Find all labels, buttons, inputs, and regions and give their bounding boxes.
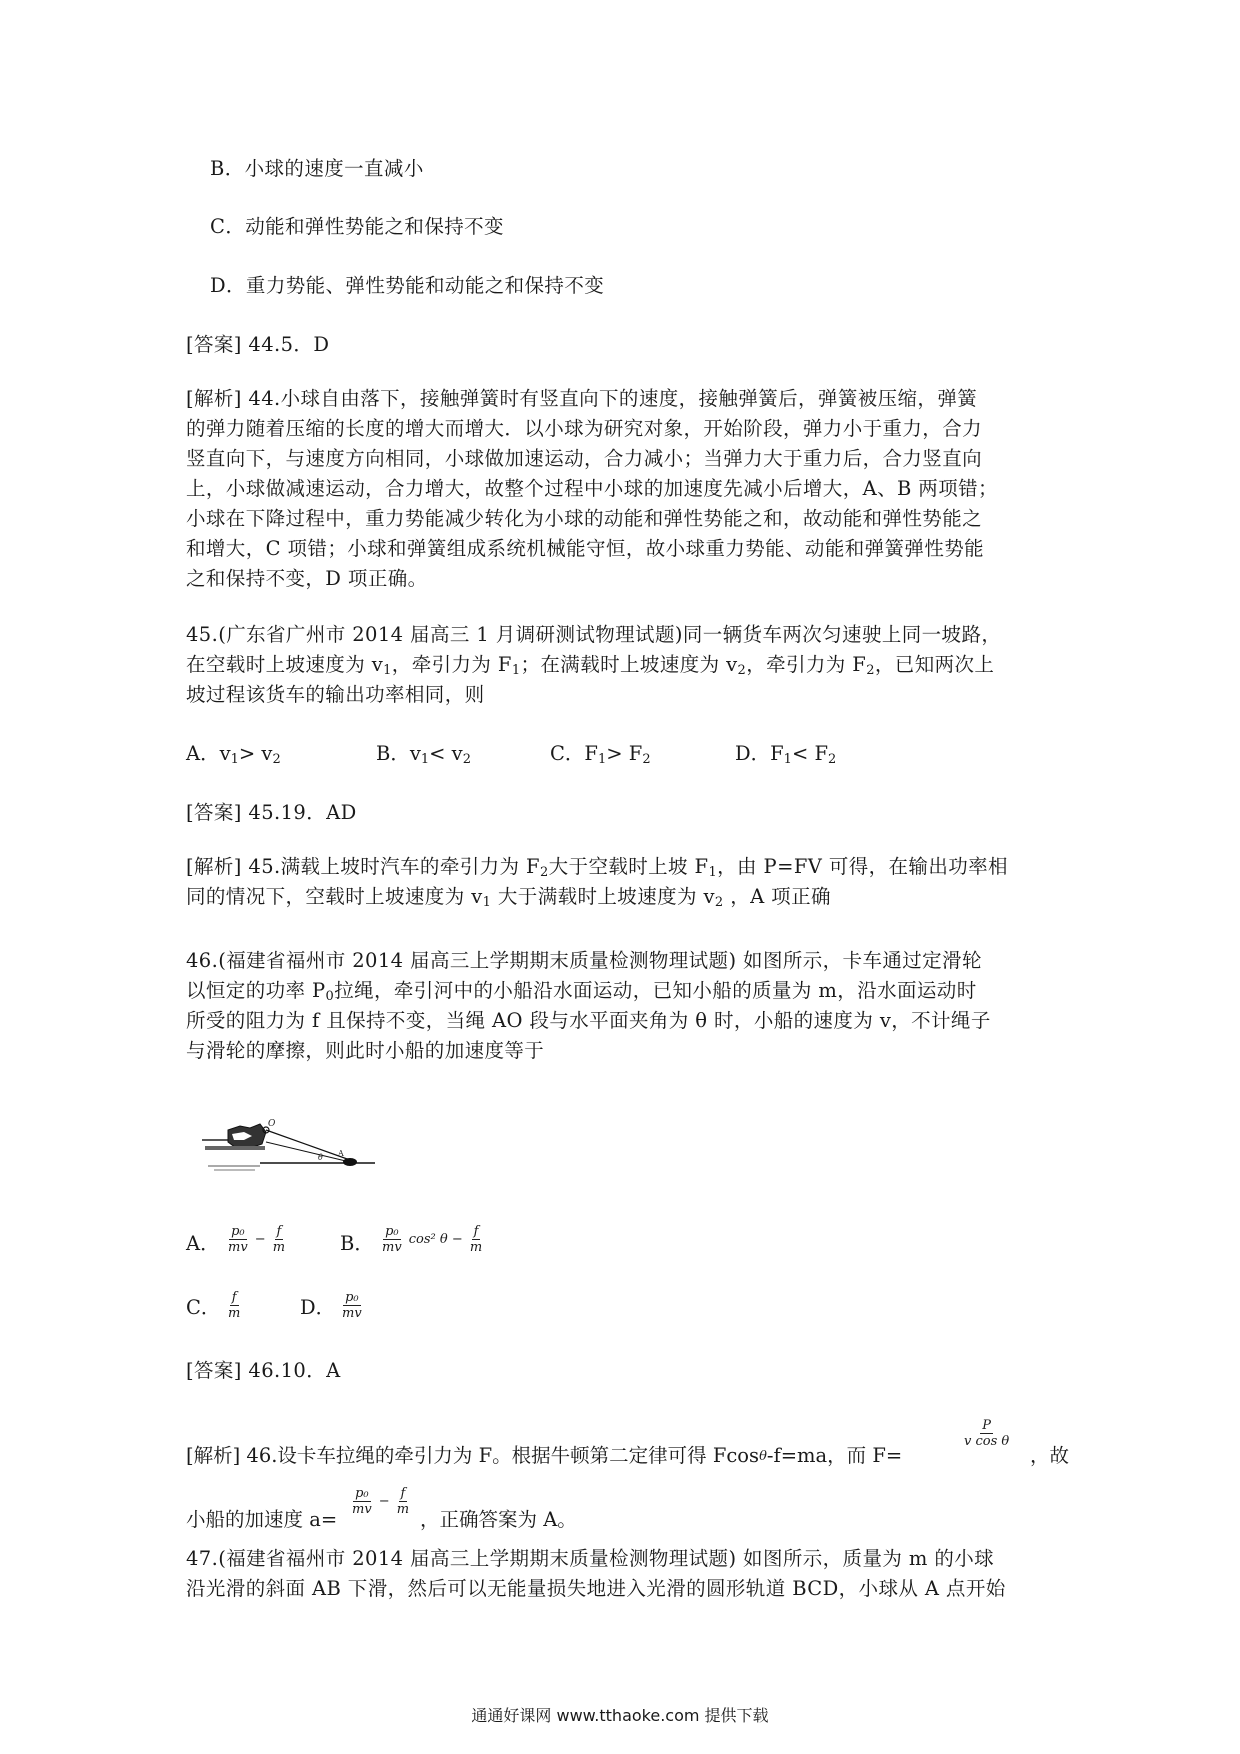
- q46-stem-line: 所受的阻力为 f 且保持不变，当绳 AO 段与水平面夹角为 θ 时，小船的速度为 v，不计绳子: [186, 1009, 991, 1032]
- q46-stem-line: 与滑轮的摩擦，则此时小船的加速度等于: [186, 1039, 545, 1062]
- fraction: $\frac{f}{m}$: [396, 1486, 410, 1517]
- q44-analysis: [186, 384, 998, 594]
- q46-stem-line: 以恒定的功率 $P_0$拉绳，牵引河中的小船沿水面运动，已知小船的质量为 m，沿水面运动时: [186, 979, 977, 1004]
- q45-stem-line: 坡过程该货车的输出功率相同，则: [186, 683, 485, 706]
- q45-analysis-line: [解析] 45.满载上坡时汽车的牵引力为 $F_2$大于空载时上坡 $F_1$，由 P=FV 可得，在输出功率相: [186, 855, 1008, 880]
- q44-analysis-line: 和增大，C 项错；小球和弹簧组成系统机械能守恒，故小球重力势能、动能和弹簧弹性势能: [186, 537, 985, 560]
- q45-stem: [186, 620, 1001, 710]
- q45-option-b: B．$v_1< v_2$: [376, 742, 471, 767]
- fraction: $\frac{f}{m}$: [228, 1290, 241, 1321]
- fraction: $\frac{\text{p₀}}{mv}$: [342, 1290, 362, 1321]
- q46-option-d: D．: [300, 1296, 336, 1319]
- q44-analysis-line: 上，小球做减速运动，合力增大，故整个过程中小球的加速度先减小后增大，A、B 两项错；: [186, 477, 998, 500]
- q46-stem-line: 46.(福建省福州市 2014 届高三上学期期末质量检测物理试题) 如图所示，卡车通过定滑轮: [186, 949, 982, 972]
- page-footer: 通通好课网 www.tthaoke.com 提供下载: [471, 1706, 769, 1725]
- q46-option-a-formula: $\frac{\text{p₀}}{mv}$ − $\frac{f}{m}$: [228, 1224, 286, 1255]
- q46-analysis-formula: $\frac{\text{p₀}}{mv}$ − $\frac{f}{m}$: [352, 1486, 410, 1517]
- q45-analysis: [186, 852, 1008, 912]
- q46-stem: [186, 946, 991, 1066]
- q44-analysis-line: 小球在下降过程中，重力势能减少转化为小球的动能和弹性势能之和，故动能和弹性势能之: [186, 507, 983, 530]
- q45-option-c: C．$F_1> F_2$: [550, 742, 651, 767]
- q47-stem-line: 47.(福建省福州市 2014 届高三上学期期末质量检测物理试题) 如图所示，质量为 m 的小球: [186, 1547, 995, 1570]
- q46-analysis-line-2-end: ，正确答案为 A。: [420, 1508, 577, 1531]
- q44-analysis-line: 竖直向下，与速度方向相同，小球做加速运动，合力减小；当弹力大于重力后，合力竖直向: [186, 447, 983, 470]
- q46-analysis-line-1-end: ，故: [1030, 1444, 1070, 1467]
- q44-option-d: D．重力势能、弹性势能和动能之和保持不变: [210, 274, 605, 297]
- q46-option-d-formula: [340, 1290, 364, 1321]
- q46-option-c-formula: [226, 1290, 242, 1321]
- q45-option-d: D．$F_1< F_2$: [735, 742, 837, 767]
- fraction: $\frac{f}{m}$: [272, 1224, 286, 1255]
- q46-option-b: B．: [340, 1232, 374, 1255]
- q44-analysis-line: [解析] 44.小球自由落下，接触弹簧时有竖直向下的速度，接触弹簧后，弹簧被压缩，弹簧: [186, 387, 978, 410]
- fig-label-theta: θ: [318, 1153, 323, 1162]
- q45-stem-line: 在空载时上坡速度为 $v_1$，牵引力为 $F_1$；在满载时上坡速度为 $v_2$，牵引力为 $F_2$，已知两次上: [186, 653, 995, 678]
- fraction: $\frac{\text{p₀}}{mv}$: [382, 1224, 402, 1255]
- q46-analysis-line-2: 小船的加速度 a=: [186, 1508, 338, 1531]
- fig-label-o: O: [268, 1119, 276, 1129]
- q47-stem-line: 沿光滑的斜面 AB 下滑，然后可以无能量损失地进入光滑的圆形轨道 BCD，小球从 A 点开始: [186, 1577, 1006, 1600]
- q45-stem-line: 45.(广东省广州市 2014 届高三 1 月调研测试物理试题)同一辆货车两次匀速驶上同一坡路，: [186, 623, 1002, 646]
- fig-label-a: A: [338, 1149, 344, 1158]
- q46-option-c: C．: [186, 1296, 221, 1319]
- q47-stem: [186, 1544, 1006, 1604]
- q44-option-c: C．动能和弹性势能之和保持不变: [210, 215, 504, 238]
- q45-answer: [答案] 45.19．AD: [186, 801, 357, 824]
- q44-option-b: B．小球的速度一直减小: [210, 157, 424, 180]
- q46-option-a: A．: [186, 1232, 220, 1255]
- q44-analysis-line: 之和保持不变，D 项正确。: [186, 567, 428, 590]
- q44-answer: [答案] 44.5．D: [186, 333, 330, 356]
- fraction: $\frac{P}{\text{v cos θ}}$: [964, 1418, 1010, 1449]
- q45-analysis-line: 同的情况下，空载时上坡速度为 $v_1$ 大于满载时上坡速度为 $v_2$ ，A 项正确: [186, 885, 831, 910]
- q46-option-b-formula: $\frac{\text{p₀}}{mv}$ cos² θ − $\frac{f}{m}$: [382, 1224, 483, 1255]
- q46-analysis-line-1: [解析] 46.设卡车拉绳的牵引力为 F。根据牛顿第二定律可得 Fcosθ-f=ma，而 F=: [186, 1444, 903, 1467]
- truck-pulley-figure: [200, 1118, 380, 1180]
- q44-analysis-line: 的弹力随着压缩的长度的增大而增大．以小球为研究对象，开始阶段，弹力小于重力，合力: [186, 417, 983, 440]
- fraction: $\frac{\text{p₀}}{mv}$: [352, 1486, 372, 1517]
- fraction: $\frac{f}{m}$: [469, 1224, 483, 1255]
- q46-analysis-fraction: [962, 1418, 1011, 1449]
- q46-answer: [答案] 46.10．A: [186, 1359, 341, 1382]
- fraction: $\frac{\text{p₀}}{mv}$: [228, 1224, 248, 1255]
- q45-option-a: A．$v_1> v_2$: [186, 742, 281, 767]
